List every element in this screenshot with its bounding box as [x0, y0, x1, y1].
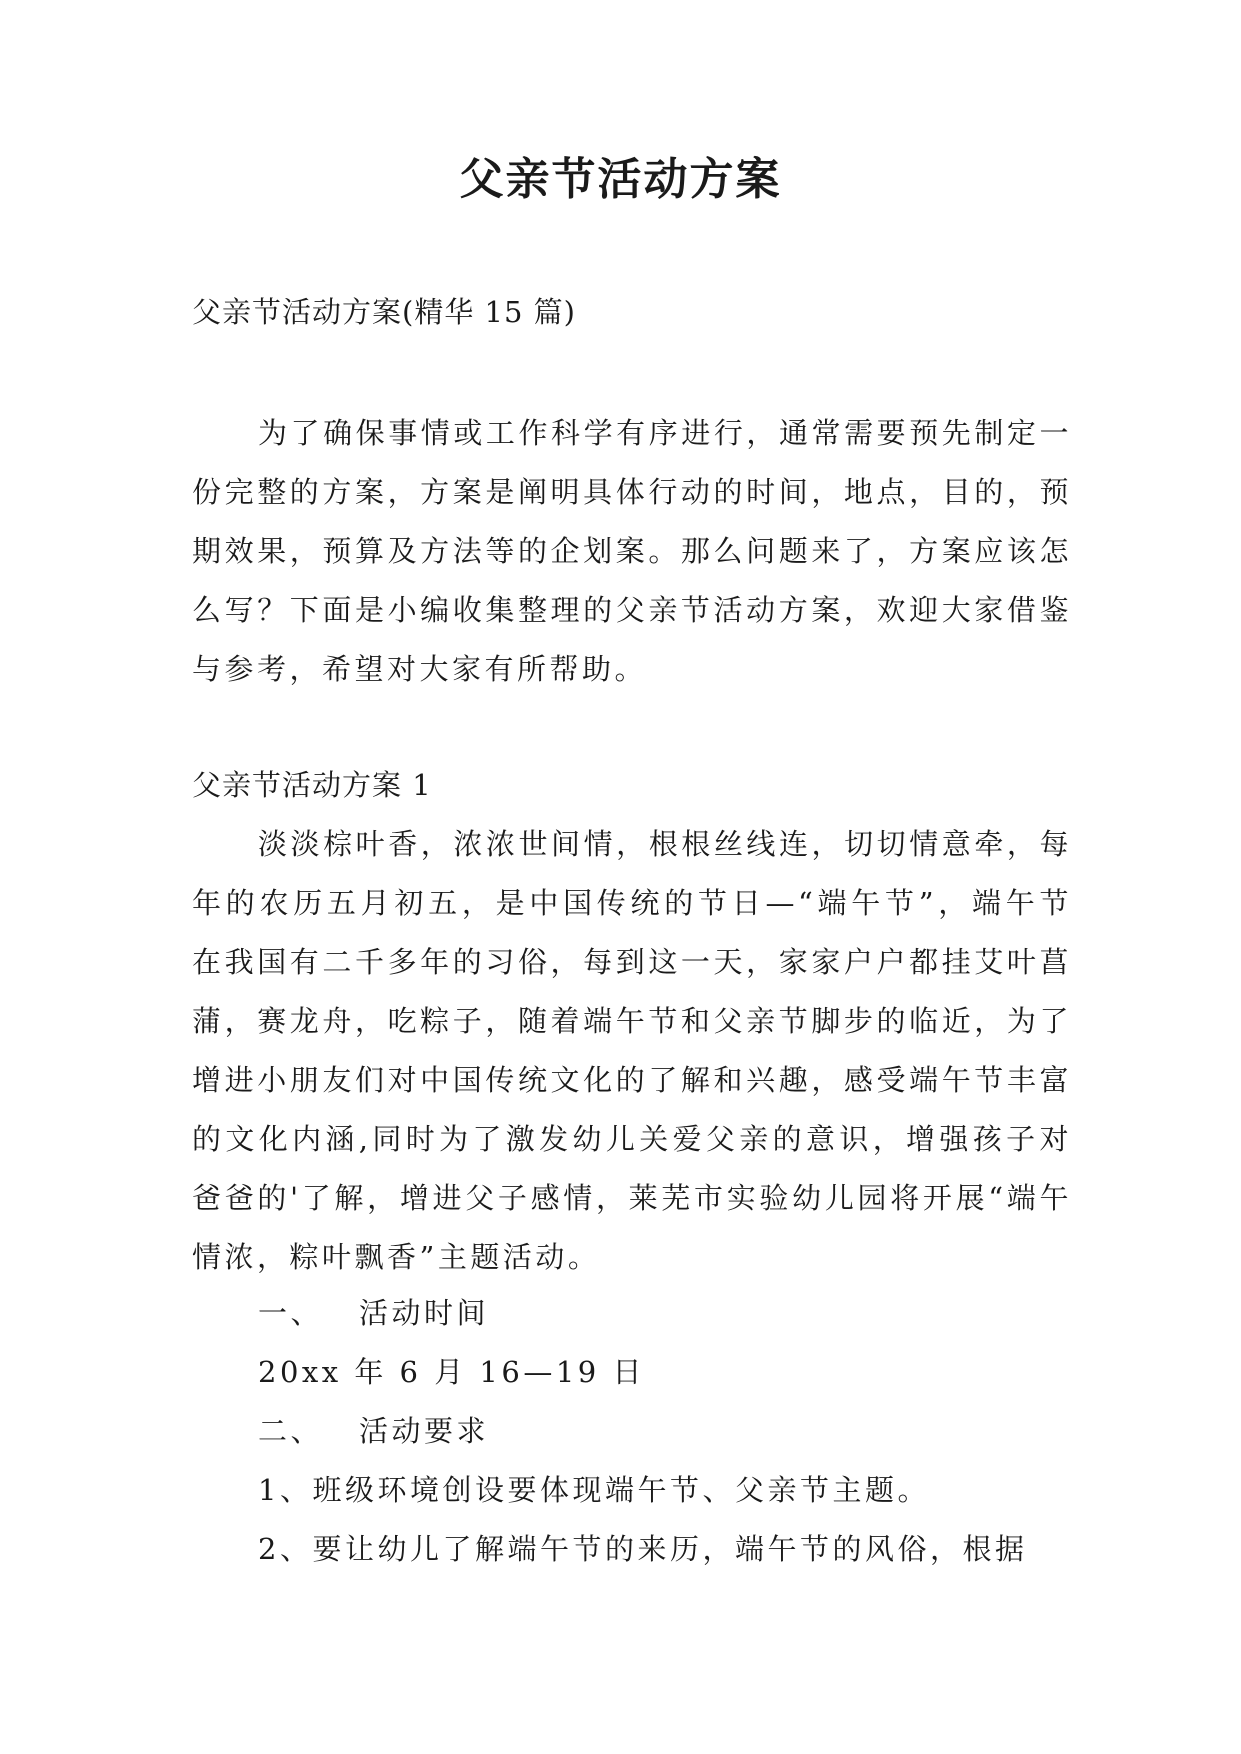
item-number: 一、: [258, 1296, 324, 1330]
document-title: 父亲节活动方案: [459, 154, 782, 205]
item-activity-requirements: [192, 1402, 489, 1461]
document-subtitle: 父亲节活动方案(精华 15 篇): [192, 295, 576, 329]
item-number: 二、: [258, 1414, 324, 1448]
item-activity-time: [192, 1284, 489, 1343]
requirement-1: 1、班级环境创设要体现端午节、父亲节主题。: [258, 1473, 930, 1507]
section-heading: 父亲节活动方案 1: [192, 768, 432, 802]
item-label: 活动时间: [359, 1296, 490, 1330]
section-paragraph: 淡淡棕叶香，浓浓世间情，根根丝线连，切切情意牵，每年的农历五月初五，是中国传统的节日—“端午节”，端午节在我国有二千多年的习俗，每到这一天，家家户户都挂艾叶菖蒲，赛龙舟，吃粽子，随着端午节和父亲节脚步的临近，为了增进小朋友们对中国传统文化的了解和兴趣，感受端午节丰富的文化内涵,同时为了激发幼儿关爱父亲的意识，增强孩子对爸爸的'了解，增进父子感情，莱芜市实验幼儿园将开展“端午情浓，粽叶飘香”主题活动。: [192, 827, 1072, 1274]
item-label: 活动要求: [359, 1414, 490, 1448]
intro-paragraph: 为了确保事情或工作科学有序进行，通常需要预先制定一份完整的方案，方案是阐明具体行动的时间，地点，目的，预期效果，预算及方法等的企划案。那么问题来了，方案应该怎么写？下面是小编收集整理的父亲节活动方案，欢迎大家借鉴与参考，希望对大家有所帮助。: [192, 416, 1072, 686]
requirement-2: 2、要让幼儿了解端午节的来历，端午节的风俗，根据: [258, 1532, 1028, 1566]
activity-date: 20xx 年 6 月 16—19 日: [258, 1355, 645, 1389]
